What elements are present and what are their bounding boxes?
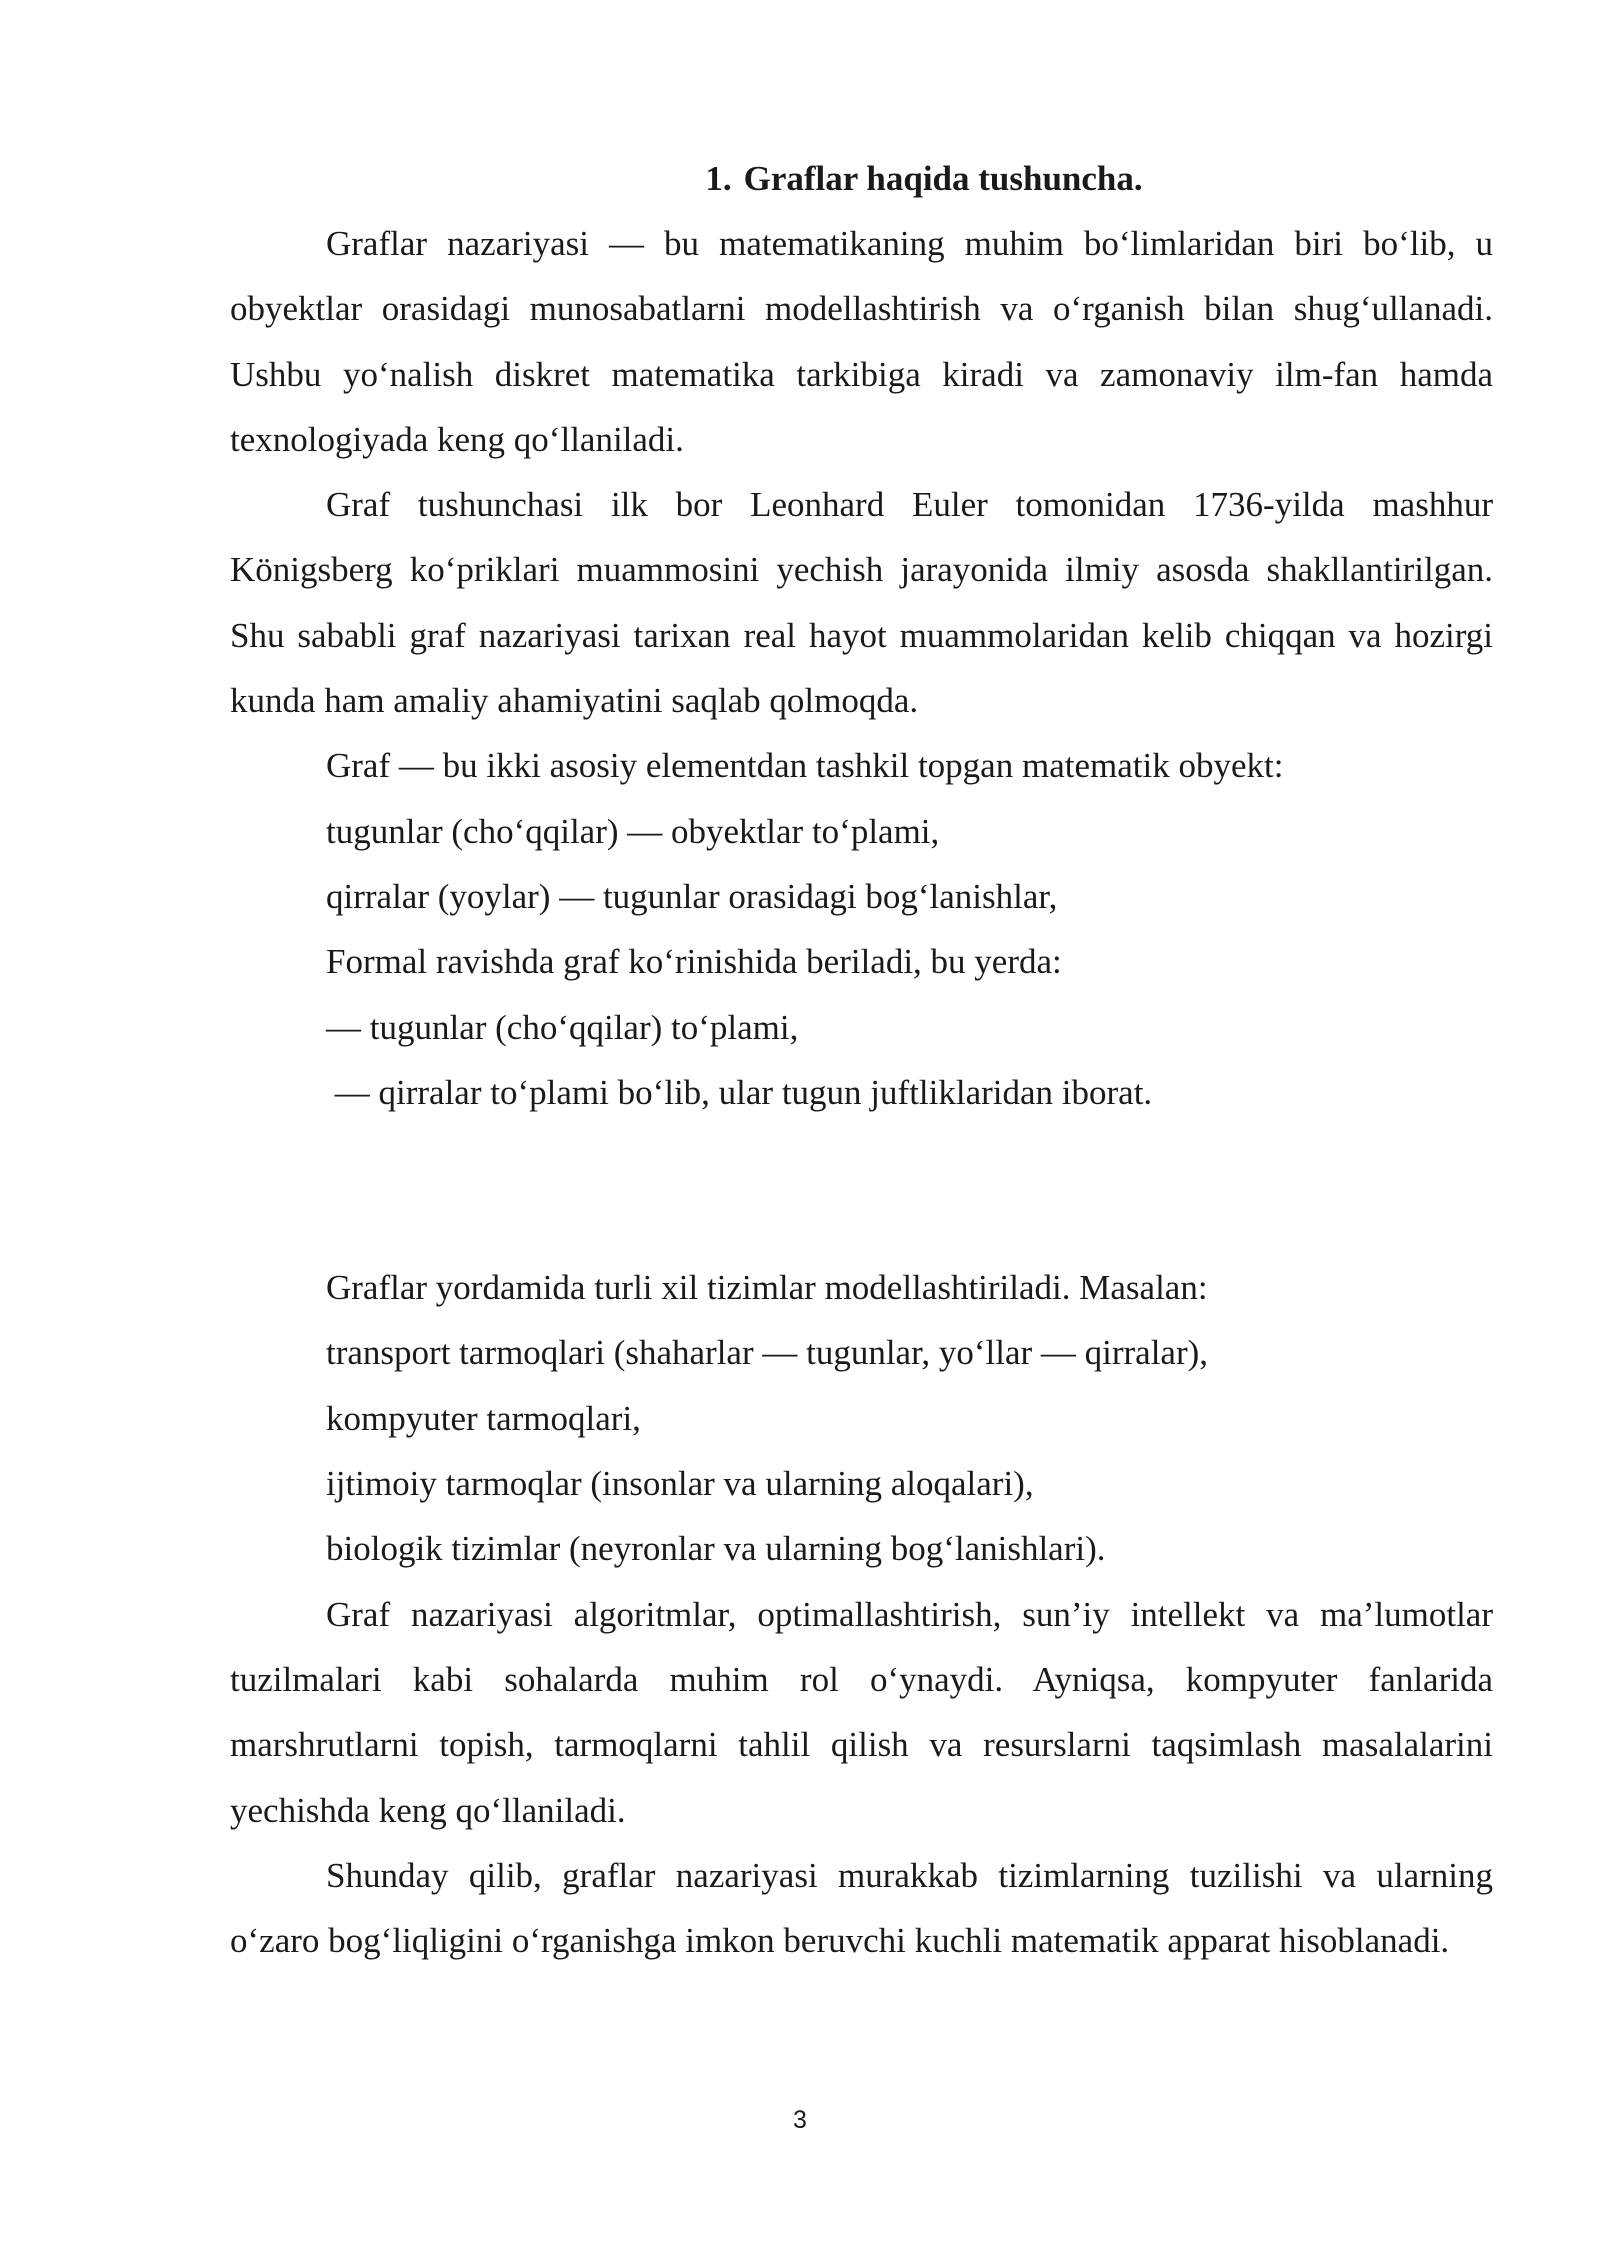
- blank-space: [230, 1125, 1493, 1255]
- list-item: — tugunlar (cho‘qqilar) to‘plami,: [326, 1007, 799, 1047]
- paragraph-history: Graf tushunchasi ilk bor Leonhard Euler tomonidan 1736-yilda mashhur Königsberg ko‘priklari muammosini yechish jarayonida ilmiy asosda shakllantirilgan. Shu sababli graf nazariyasi tarixan real hayot muammolaridan kelib chiqqan va hozirgi kunda ham amaliy ahamiyatini saqlab qolmoqda.: [230, 485, 1493, 721]
- page-number: 3: [793, 2106, 807, 2134]
- section-title: Graflar haqida tushuncha.: [743, 159, 1143, 198]
- list-item: qirralar (yoylar) — tugunlar orasidagi bog‘lanishlar,: [326, 876, 1058, 916]
- list-item: biologik tizimlar (neyronlar va ularning bog‘lanishlari).: [326, 1529, 1106, 1569]
- definition-formal: Formal ravishda graf ko‘rinishida beriladi, bu yerda:: [326, 942, 1062, 982]
- paragraph-applications: Graf nazariyasi algoritmlar, optimallashtirish, sun’iy intellekt va ma’lumotlar tuzilmalari kabi sohalarda muhim rol o‘ynaydi. Ayniqsa, kompyuter fanlarida marshrutlarni topish, tarmoqlarni tahlil qilish va resurslarni taqsimlash masalalarini yechishda keng qo‘llaniladi.: [230, 1594, 1493, 1830]
- paragraph-intro: Graflar nazariyasi — bu matematikaning muhim bo‘limlaridan biri bo‘lib, u obyektlar orasidagi munosabatlarni modellashtirish va o‘rganish bilan shug‘ullanadi. Ushbu yo‘nalish diskret matematika tarkibiga kiradi va zamonaviy ilm-fan hamda texnologiyada keng qo‘llaniladi.: [230, 224, 1493, 459]
- paragraph-conclusion: Shunday qilib, graflar nazariyasi murakkab tizimlarning tuzilishi va ularning o‘zaro bog‘liqligini o‘rganishga imkon beruvchi kuchli matematik apparat hisoblanadi.: [230, 1855, 1493, 1961]
- list-item: transport tarmoqlari (shaharlar — tugunlar, yo‘llar — qirralar),: [326, 1333, 1209, 1373]
- page-body: [230, 146, 1493, 1973]
- list-item: tugunlar (cho‘qqilar) — obyektlar to‘plami,: [326, 811, 940, 851]
- section-number: 1.: [705, 159, 732, 198]
- list-item: — qirralar to‘plami bo‘lib, ular tugun juftliklaridan iborat.: [326, 1072, 1153, 1112]
- definition-lead: Graf — bu ikki asosiy elementdan tashkil topgan matematik obyekt:: [326, 746, 1284, 786]
- list-item: ijtimoiy tarmoqlar (insonlar va ularning aloqalari),: [326, 1464, 1034, 1504]
- section-heading: [230, 146, 1493, 211]
- list-item: kompyuter tarmoqlari,: [326, 1398, 641, 1438]
- examples-lead: Graflar yordamida turli xil tizimlar modellashtiriladi. Masalan:: [326, 1268, 1208, 1308]
